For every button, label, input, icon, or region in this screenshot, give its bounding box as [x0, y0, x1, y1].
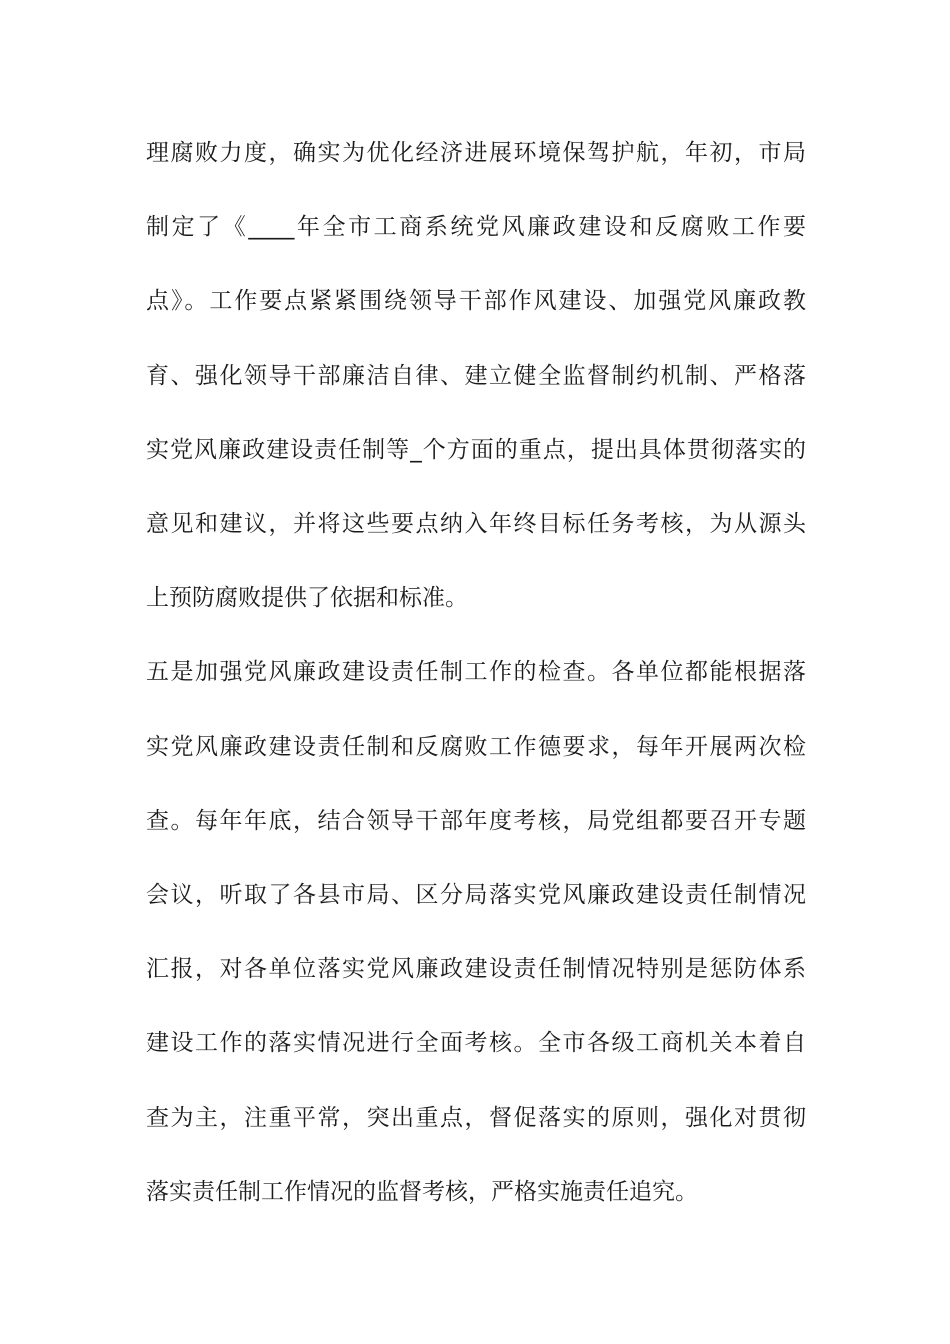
text-line: 查为主，注重平常，突出重点，督促落实的原则，强化对贯彻: [146, 1105, 806, 1131]
text-line: 五是加强党风廉政建设责任制工作的检查。各单位都能根据落: [146, 659, 806, 685]
text-line: 意见和建议，并将这些要点纳入年终目标任务考核，为从源头: [146, 511, 806, 537]
text-line: 上预防腐败提供了依据和标准。: [146, 585, 468, 611]
text-line: 点》。工作要点紧紧围绕领导干部作风建设、加强党风廉政教: [146, 288, 806, 314]
text-line: 育、强化领导干部廉洁自律、建立健全监督制约机制、严格落: [146, 363, 806, 389]
text-line: 汇报，对各单位落实党风廉政建设责任制情况特别是惩防体系: [146, 956, 806, 982]
text-line: 会议，听取了各县市局、区分局落实党风廉政建设责任制情况: [146, 882, 806, 908]
text-line: 实党风廉政建设责任制等_个方面的重点，提出具体贯彻落实的: [146, 437, 806, 463]
text-line: 制定了《____年全市工商系统党风廉政建设和反腐败工作要: [146, 214, 806, 240]
text-line: 查。每年年底，结合领导干部年度考核，局党组都要召开专题: [146, 808, 806, 834]
text-line: 落实责任制工作情况的监督考核，严格实施责任追究。: [146, 1179, 698, 1205]
text-line: 理腐败力度，确实为优化经济进展环境保驾护航，年初，市局: [146, 140, 806, 166]
text-line: 实党风廉政建设责任制和反腐败工作德要求，每年开展两次检: [146, 734, 806, 760]
text-line: 建设工作的落实情况进行全面考核。全市各级工商机关本着自: [146, 1030, 806, 1056]
